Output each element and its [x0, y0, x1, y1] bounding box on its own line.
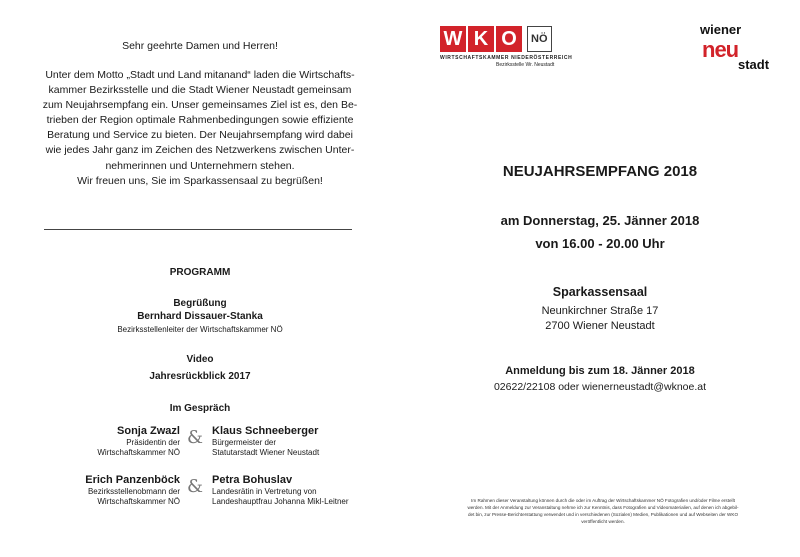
speaker-role: Wirtschaftskammer NÖ	[97, 497, 180, 506]
disclaimer-line: Im Rahmen dieser Veranstaltung können durch die oder im Auftrag der Wirtschaftskammer NÖ Fotografien und/oder Filme erstellt	[471, 498, 735, 503]
speaker-name: Petra Bohuslav	[212, 474, 293, 486]
intro-line: wie jedes Jahr ganz im Zeichen des Netzwerkens zwischen Unter-	[45, 144, 355, 157]
speaker-name: Klaus Schneeberger	[212, 425, 319, 437]
speaker-4	[212, 473, 392, 507]
welcome-block	[0, 297, 400, 335]
talk-title: Im Gespräch	[169, 403, 231, 414]
welcome-role: Bezirksstellenleiter der Wirtschaftskammer NÖ	[117, 325, 283, 334]
intro-line: Wir freuen uns, Sie im Sparkassensaal zu begrüßen!	[77, 174, 323, 187]
video-heading: Video	[186, 354, 214, 365]
speaker-role: Landesrätin in Vertretung von	[212, 487, 317, 496]
welcome-name: Bernhard Dissauer-Stanka	[137, 311, 263, 322]
event-time: von 16.00 - 20.00 Uhr	[535, 236, 665, 251]
disclaimer-line: det bin, zur Presse-Berichterstattung verwendet und in verschiedenen (Sozialen) Medien, Publikationen und auf Webseiten der WKO	[467, 512, 739, 518]
speaker-role: Bürgermeister der	[212, 438, 277, 447]
speaker-role: Bezirksstellenobmann der	[87, 487, 180, 496]
intro-line: zum Neujahrsempfang ein. Unser gemeinsames Ziel ist es, den Be-	[42, 99, 358, 112]
registration-contact[interactable]: 02622/22108 oder wienerneustadt@wknoe.at	[493, 381, 707, 393]
wiener-neustadt-logo	[696, 22, 776, 74]
divider	[44, 229, 352, 230]
city-logo-mid: neu	[702, 37, 739, 62]
wko-letter: W	[440, 26, 466, 52]
ampersand: &	[187, 427, 204, 448]
city-logo-bottom: stadt	[738, 57, 770, 72]
speaker-1	[40, 424, 180, 458]
wko-line2: Bezirksstelle Wr. Neustadt	[496, 62, 555, 68]
event-date: am Donnerstag, 25. Jänner 2018	[500, 213, 700, 228]
right-panel	[400, 0, 800, 557]
intro-text	[30, 68, 370, 189]
wko-letter: K	[468, 26, 494, 52]
speaker-2	[212, 424, 382, 458]
speaker-role: Landeshauptfrau Johanna Mikl-Leitner	[212, 497, 349, 506]
program-title: PROGRAMM	[169, 267, 231, 278]
wko-letter: O	[496, 26, 522, 52]
speaker-role: Präsidentin der	[126, 438, 180, 447]
welcome-heading: Begrüßung	[173, 298, 227, 309]
speaker-role: Statutarstadt Wiener Neustadt	[212, 448, 320, 457]
registration-title: Anmeldung bis zum 18. Jänner 2018	[505, 365, 695, 377]
intro-line: trieben der Region optimale Rahmenbedingungen sowie effiziente	[46, 114, 354, 127]
venue-street: Neunkirchner Straße 17	[541, 305, 659, 317]
intro-line: nehmerinnen und Unternehmern stehen.	[105, 159, 295, 172]
speaker-name: Sonja Zwazl	[117, 425, 180, 437]
wko-logo	[440, 26, 572, 68]
intro-line: Beratung und Service zu bieten. Der Neujahrsempfang wird dabei	[47, 129, 353, 142]
video-title: Jahresrückblick 2017	[149, 371, 251, 382]
ampersand: &	[187, 476, 204, 497]
speaker-3	[30, 473, 180, 507]
disclaimer	[438, 497, 768, 525]
wko-line1: WIRTSCHAFTSKAMMER NIEDERÖSTERREICH	[440, 55, 573, 61]
greeting: Sehr geehrte Damen und Herren!	[122, 40, 278, 52]
wko-badge: NÖ	[527, 26, 552, 52]
wko-logo-mark	[440, 26, 572, 52]
intro-line: Unter dem Motto „Stadt und Land mitanand“ laden die Wirtschafts-	[45, 69, 355, 81]
venue-name: Sparkassensaal	[552, 285, 648, 299]
speaker-role: Wirtschaftskammer NÖ	[97, 448, 180, 457]
video-block	[0, 353, 400, 384]
event-title: NEUJAHRSEMPFANG 2018	[502, 163, 698, 180]
intro-line: kammer Bezirksstelle und die Stadt Wiener Neustadt gemeinsam	[48, 84, 352, 97]
disclaimer-line: werden. Mit der Anmeldung zur Veranstaltung nehme ich zur Kenntnis, dass Fotografien und Videomaterialien, auf denen ich abgebil-	[467, 505, 739, 511]
speaker-name: Erich Panzenböck	[85, 474, 180, 486]
disclaimer-line: veröffentlicht werden.	[581, 519, 625, 525]
city-logo-top: wiener	[700, 22, 742, 37]
venue-city: 2700 Wiener Neustadt	[545, 320, 655, 332]
